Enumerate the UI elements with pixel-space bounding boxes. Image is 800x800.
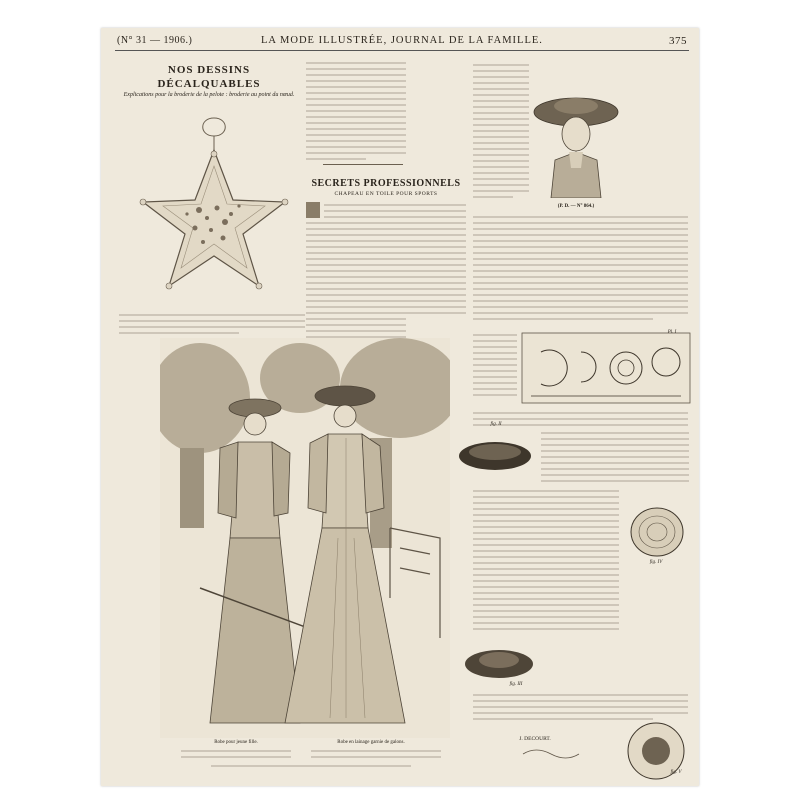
figure-pattern-diagram	[521, 332, 691, 404]
ornament-divider	[323, 164, 403, 165]
text-lines-middle-top	[306, 60, 406, 170]
portrait-illustration	[531, 88, 621, 198]
text-lines-right-mid	[473, 214, 688, 329]
text-lines-right-lower	[473, 488, 619, 638]
text-lines-right-top	[473, 62, 529, 202]
text-lines-dessins-bottom	[119, 312, 305, 336]
text-lines-fig2	[541, 430, 689, 490]
star-pincushion-illustration	[139, 110, 289, 310]
caption-dress-left: Robe pour jeune fille.	[214, 740, 258, 745]
secrets-subtitle: CHAPEAU EN TOILE POUR SPORTS	[334, 191, 438, 197]
figure-hat-side	[459, 640, 539, 686]
fashion-engraving	[160, 338, 450, 738]
caption-lines	[171, 748, 451, 778]
text-lines-beside-diagram	[473, 332, 517, 402]
header-rule	[115, 50, 689, 51]
figure-hat-crown	[625, 498, 689, 562]
magazine-page	[101, 28, 699, 786]
caption-dress-right: Robe en lainage garnie de galons.	[337, 740, 405, 745]
section-title-line2: DÉCALQUABLES	[157, 78, 261, 90]
figure-hat-brim	[455, 430, 535, 482]
page-number: 375	[669, 35, 687, 47]
journal-title: LA MODE ILLUSTRÉE, JOURNAL DE LA FAMILLE.	[261, 35, 543, 46]
issue-number: (N° 31 — 1906.)	[117, 35, 193, 46]
section-subtitle: Explications pour la broderie de la pelote : broderie au point du nœud.	[123, 92, 295, 98]
caption-portrait: (P. D. — N° 864.)	[557, 204, 595, 209]
ornament-bottom	[521, 746, 581, 762]
caption-fig5: fig. V	[670, 770, 682, 775]
secrets-title: SECRETS PROFESSIONNELS	[311, 178, 461, 189]
caption-fig1: Pl. I	[667, 330, 677, 335]
caption-fig4: fig. IV	[649, 560, 663, 565]
caption-fig2: fig. II	[490, 422, 502, 427]
section-title-line1: NOS DESSINS	[167, 64, 251, 76]
caption-fig3: fig. III	[509, 682, 523, 687]
signature: J. DECOURT.	[519, 736, 551, 742]
